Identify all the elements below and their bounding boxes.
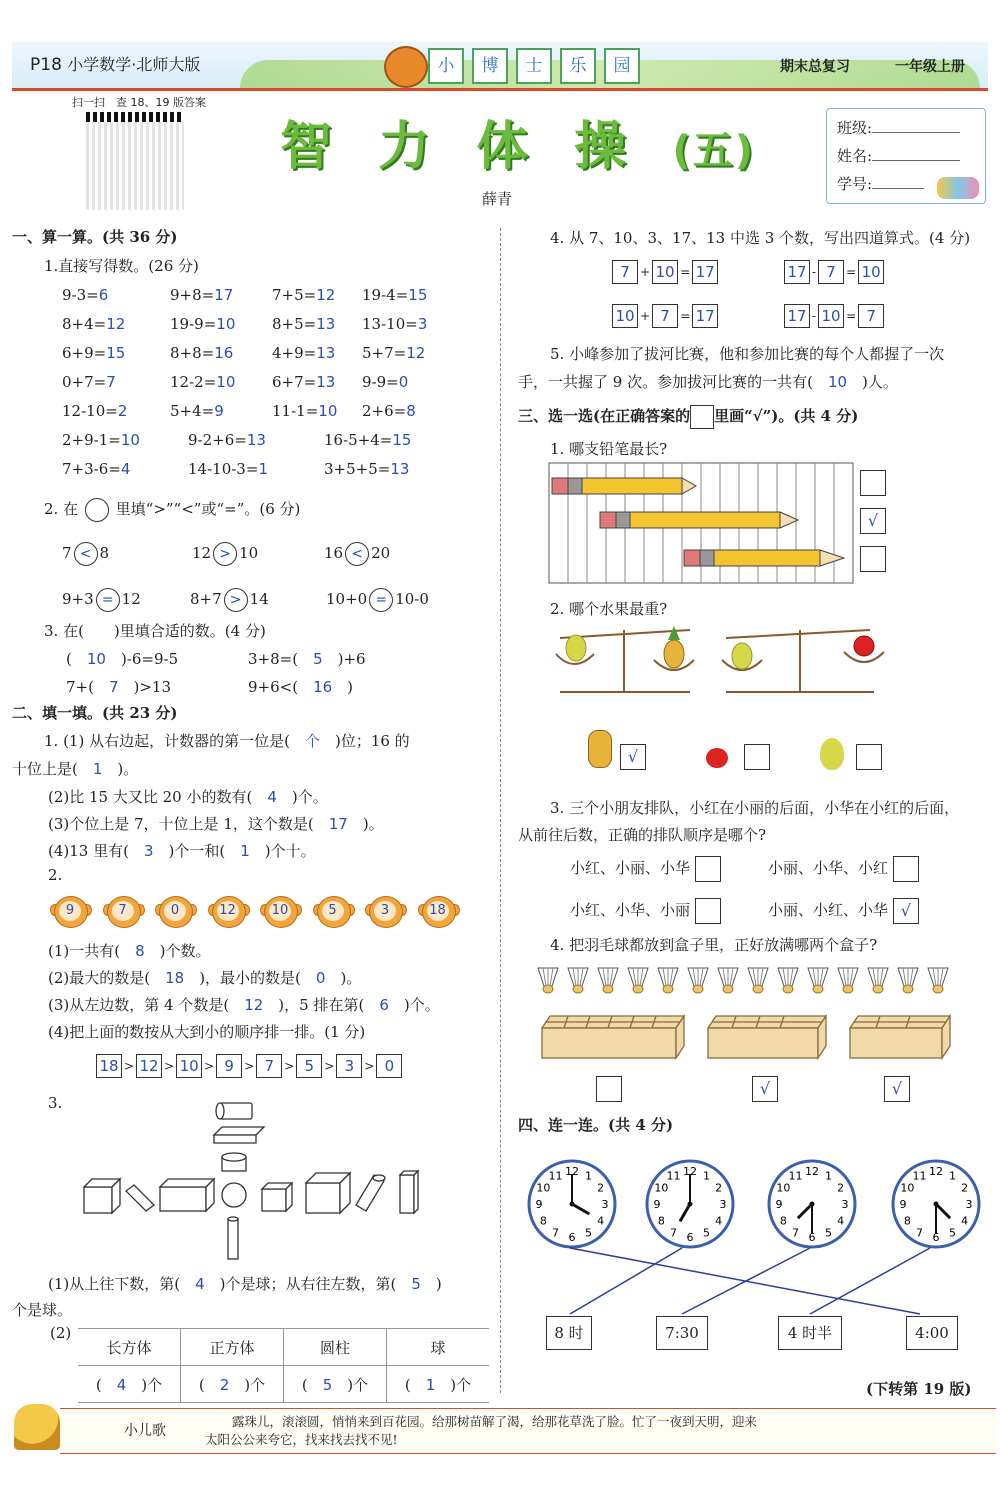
- s2-q2-2: (2)最大的数是( 18 )，最小的数是( 0 )。: [48, 969, 362, 987]
- storage-boxes: [538, 1010, 958, 1060]
- greater-than-sign: >: [204, 1059, 215, 1073]
- table-head-cuboid: 长方体: [78, 1329, 181, 1366]
- svg-text:7: 7: [552, 1226, 559, 1240]
- s2-q1-4: (4)13 里有( 3 )个一和( 1 )个十。: [48, 842, 316, 860]
- page-title: 智 力 体 操 (五): [280, 117, 755, 177]
- sorted-box: 9: [216, 1054, 242, 1078]
- footer-line1: 露珠儿，滚滚圆，悄悄来到百花园。给那树苗解了渴，给那花草洗了脸。忙了一夜到天明，迎来: [232, 1414, 758, 1429]
- shuttlecock-icon: [656, 966, 680, 994]
- s1-q1-title: 1.直接写得数。(26 分): [44, 257, 199, 275]
- svg-text:2: 2: [837, 1181, 845, 1195]
- svg-text:9: 9: [899, 1198, 907, 1211]
- order-checkbox[interactable]: [695, 898, 721, 924]
- svg-text:1: 1: [825, 1169, 832, 1183]
- svg-text:2: 2: [715, 1181, 723, 1195]
- giraffe-icon: [14, 1404, 60, 1450]
- fruit-checkbox-apple[interactable]: [744, 744, 770, 770]
- table-head-sphere: 球: [387, 1329, 490, 1366]
- cylinder-vertical-icon: [228, 1217, 238, 1259]
- table-cell: ( 5 )个: [284, 1366, 387, 1403]
- q4-title: 4. 从 7、10、3、17、13 中选 3 个数，写出四道算式。(4 分): [550, 229, 971, 247]
- sorted-box: 7: [256, 1054, 282, 1078]
- section-4-title: 四、连一连。(共 4 分): [518, 1116, 674, 1134]
- matching-lines: [520, 1150, 980, 1320]
- section-2-title: 二、填一填。(共 23 分): [12, 704, 178, 722]
- calc-item: 13-10=3: [362, 315, 428, 333]
- sorted-box: 10: [176, 1054, 202, 1078]
- pineapple-option-icon: [588, 730, 612, 768]
- section-1-title: 一、算一算。(共 36 分): [12, 228, 178, 246]
- shuttlecock-icon: [926, 966, 950, 994]
- svg-text:12: 12: [929, 1165, 943, 1178]
- shuttlecock-icon: [806, 966, 830, 994]
- grade-label: 一年级上册: [895, 59, 965, 75]
- s3-q1: 1. 哪支铅笔最长?: [550, 440, 668, 458]
- s1-q3-c: 7+( 7 )>13: [66, 678, 172, 696]
- monkey-number: 7: [103, 894, 143, 928]
- q5-line1: 5. 小峰参加了拔河比赛，他和参加比赛的每个人都握了一次: [550, 345, 945, 363]
- sorted-box: 0: [376, 1054, 402, 1078]
- calc-item: 0+7=7: [62, 373, 116, 391]
- s1-q3-d: 9+6<( 16 ): [248, 678, 354, 696]
- monkey-number: 0: [155, 894, 195, 928]
- calc-item: 9-3=6: [62, 286, 109, 304]
- shuttlecock-icon: [836, 966, 860, 994]
- brand-char: 博: [472, 48, 508, 84]
- svg-text:8: 8: [903, 1214, 911, 1228]
- greater-than-sign: >: [284, 1059, 295, 1073]
- s2-q3-1-cont: 个是球。: [12, 1301, 73, 1319]
- box-3: [850, 1016, 950, 1058]
- svg-text:4: 4: [715, 1214, 723, 1228]
- calc-item: 2+6=8: [362, 402, 416, 420]
- svg-text:2: 2: [961, 1181, 969, 1195]
- svg-text:3: 3: [965, 1198, 973, 1211]
- s1-q3-b: 3+8=( 5 )+6: [248, 650, 366, 668]
- svg-text:8: 8: [779, 1214, 787, 1228]
- monkey-number: 18: [418, 894, 458, 928]
- compare-item: 7 < 8: [62, 542, 109, 566]
- cylinder-tilted-icon: [126, 1185, 154, 1211]
- order-checkbox[interactable]: √: [893, 898, 919, 924]
- s2-q2-3: (3)从左边数，第 4 个数是( 12 )，5 排在第( 6 )个。: [48, 996, 440, 1014]
- footer-line2: 太阳公公来夸它，找来找去找不见!: [205, 1432, 398, 1447]
- svg-text:1: 1: [703, 1169, 710, 1183]
- calc-item: 7+3-6=4: [62, 460, 131, 478]
- s3-q4: 4. 把羽毛球都放到盒子里，正好放满哪两个盒子?: [550, 936, 878, 954]
- shuttlecock-icon: [776, 966, 800, 994]
- pencil-checkbox-3[interactable]: [860, 546, 886, 572]
- sorted-box: 3: [336, 1054, 362, 1078]
- greater-than-sign: >: [164, 1059, 175, 1073]
- greater-than-sign: >: [244, 1059, 255, 1073]
- svg-text:12: 12: [565, 1165, 579, 1178]
- compare-circle[interactable]: >: [213, 542, 237, 566]
- shuttlecock-icon: [716, 966, 740, 994]
- scan-text: 扫一扫 查 18、19 版答案: [72, 96, 206, 109]
- svg-text:1: 1: [949, 1169, 956, 1183]
- s3-q2: 2. 哪个水果最重?: [550, 600, 668, 618]
- calc-item: 3+5+5=13: [324, 460, 410, 478]
- cylinder-lying-icon: [216, 1103, 252, 1119]
- calc-item: 9-2+6=13: [188, 431, 266, 449]
- box-checkbox-1[interactable]: [596, 1076, 622, 1102]
- svg-text:8: 8: [657, 1214, 665, 1228]
- svg-text:5: 5: [703, 1226, 710, 1240]
- greater-than-sign: >: [324, 1059, 335, 1073]
- compare-circle[interactable]: =: [96, 588, 120, 612]
- compare-circle[interactable]: >: [224, 588, 248, 612]
- student-info-box: [826, 108, 986, 204]
- equation-4: 17 - 10 = 7: [784, 304, 884, 328]
- time-label-400[interactable]: 4:00: [906, 1316, 958, 1350]
- pear-option-icon: [820, 738, 844, 770]
- shuttlecock-icon: [626, 966, 650, 994]
- s3-q3-line2: 从前往后数，正确的排队顺序是哪个?: [518, 826, 767, 844]
- calc-item: 14-10-3=1: [188, 460, 268, 478]
- cylinder-tilt2-icon: [356, 1175, 385, 1211]
- calc-item: 6+9=15: [62, 344, 126, 362]
- calc-item: 8+8=16: [170, 344, 234, 362]
- calc-item: 9+8=17: [170, 286, 234, 304]
- mascot-icon: [384, 46, 428, 88]
- cuboid-long-icon: [160, 1179, 214, 1211]
- shape-count-table: [78, 1328, 489, 1403]
- table-head-cylinder: 圆柱: [284, 1329, 387, 1366]
- column-divider: [500, 228, 501, 1393]
- svg-text:2: 2: [597, 1181, 605, 1195]
- compare-item: 8+7 > 14: [190, 588, 269, 612]
- calc-item: 7+5=12: [272, 286, 336, 304]
- svg-text:5: 5: [585, 1226, 592, 1240]
- box-2: [708, 1016, 826, 1058]
- svg-text:11: 11: [548, 1169, 563, 1183]
- brand-char: 小: [428, 48, 464, 84]
- pear-icon: [566, 635, 586, 661]
- order-option-3: 小红、小华、小丽: [570, 898, 721, 924]
- svg-text:10: 10: [776, 1181, 791, 1195]
- monkey-number: 3: [365, 894, 405, 928]
- pencil-1: [552, 478, 696, 494]
- pencil-checkbox-1[interactable]: [860, 470, 886, 496]
- compare-item: 12 > 10: [192, 542, 258, 566]
- svg-text:6: 6: [686, 1231, 694, 1244]
- s2-q1-line1: 1. (1) 从右边起，计数器的第一位是( 个 )位；16 的: [44, 732, 410, 750]
- svg-text:8: 8: [539, 1214, 547, 1228]
- calc-item: 2+9-1=10: [62, 431, 140, 449]
- equation-1: 7 + 10 = 17: [612, 260, 718, 284]
- order-checkbox[interactable]: [695, 856, 721, 882]
- s1-q2-title: 2. 在 里填“>”“<”或“=”。(6 分): [44, 498, 300, 522]
- shuttlecock-icon: [536, 966, 560, 994]
- s1-q3-a: ( 10 )-6=9-5: [66, 650, 179, 668]
- balance-scales: [550, 620, 890, 700]
- pear-icon-2: [732, 643, 752, 669]
- order-option-1: 小红、小丽、小华: [570, 856, 721, 882]
- box-checkbox-3[interactable]: √: [884, 1076, 910, 1102]
- svg-text:7: 7: [670, 1226, 677, 1240]
- brand-title: [428, 48, 640, 84]
- svg-text:4: 4: [597, 1214, 605, 1228]
- svg-text:3: 3: [601, 1198, 609, 1211]
- svg-text:1: 1: [585, 1169, 592, 1183]
- calc-item: 8+5=13: [272, 315, 336, 333]
- s2-q2-label: 2.: [48, 866, 63, 884]
- apple-icon: [854, 636, 874, 656]
- pencil-3: [684, 550, 844, 566]
- cube-small-icon: [84, 1179, 120, 1213]
- svg-text:11: 11: [788, 1169, 803, 1183]
- brand-char: 园: [604, 48, 640, 84]
- s1-q3-title: 3. 在( )里填合适的数。(4 分): [44, 622, 266, 640]
- compare-item: 10+0 = 10-0: [326, 588, 429, 612]
- name-field[interactable]: 姓名:: [837, 145, 960, 166]
- solid-shapes: [70, 1095, 430, 1265]
- shuttlecock-icon: [686, 966, 710, 994]
- s2-q1-line2: 十位上是( 1 )。: [12, 760, 139, 778]
- review-label: 期末总复习: [780, 59, 850, 75]
- svg-text:9: 9: [653, 1198, 661, 1211]
- svg-text:10: 10: [900, 1181, 915, 1195]
- cuboid-tall-icon: [400, 1171, 418, 1213]
- box-checkbox-2[interactable]: √: [752, 1076, 778, 1102]
- sorted-box: 18: [96, 1054, 122, 1078]
- time-label-8[interactable]: 8 时: [546, 1316, 592, 1350]
- monkey-number: 10: [260, 894, 300, 928]
- circle-symbol: [85, 498, 109, 522]
- s3-q3-line1: 3. 三个小朋友排队，小红在小丽的后面，小华在小红的后面，: [550, 799, 960, 817]
- s2-q3-2-label: (2): [50, 1324, 72, 1342]
- s2-q3-label: 3.: [48, 1094, 63, 1112]
- pencil-chart: [548, 462, 854, 584]
- sorted-box: 12: [136, 1054, 162, 1078]
- pencil-checkbox-2[interactable]: √: [860, 508, 886, 534]
- calc-item: 16-5+4=15: [324, 431, 412, 449]
- page-code: P18 小学数学·北师大版: [30, 55, 201, 75]
- svg-text:12: 12: [805, 1165, 819, 1178]
- compare-circle[interactable]: =: [369, 588, 393, 612]
- cylinder-short-icon: [222, 1153, 246, 1171]
- monkey-number: 9: [50, 894, 90, 928]
- calc-item: 5+4=9: [170, 402, 224, 420]
- calc-item: 19-9=10: [170, 315, 236, 333]
- shuttlecock-icon: [896, 966, 920, 994]
- svg-text:5: 5: [825, 1226, 832, 1240]
- fruit-checkbox-pear[interactable]: [856, 744, 882, 770]
- shuttlecock-icon: [566, 966, 590, 994]
- calc-item: 4+9=13: [272, 344, 336, 362]
- equation-2: 17 - 7 = 10: [784, 260, 884, 284]
- svg-text:3: 3: [841, 1198, 849, 1211]
- apple-option-icon: [706, 748, 728, 768]
- shuttlecock-icon: [746, 966, 770, 994]
- svg-text:3: 3: [719, 1198, 727, 1211]
- table-cell: ( 2 )个: [181, 1366, 284, 1403]
- pencil-2: [600, 512, 798, 528]
- calc-item: 12-10=2: [62, 402, 128, 420]
- svg-text:6: 6: [568, 1231, 576, 1244]
- cube-mid-icon: [262, 1183, 292, 1211]
- svg-text:7: 7: [916, 1226, 923, 1240]
- time-label-730[interactable]: 7:30: [656, 1316, 708, 1350]
- calc-item: 8+4=12: [62, 315, 126, 333]
- q5-line2: 手，一共握了 9 次。参加拔河比赛的一共有( 10 )人。: [518, 373, 898, 391]
- cube-large-icon: [306, 1173, 350, 1213]
- table-cell: ( 1 )个: [387, 1366, 490, 1403]
- calc-item: 6+7=13: [272, 373, 336, 391]
- compare-item: 16 < 20: [324, 542, 390, 566]
- cartoon-deco-icon: [937, 177, 979, 199]
- svg-text:4: 4: [837, 1214, 845, 1228]
- compare-circle[interactable]: <: [74, 542, 98, 566]
- svg-text:6: 6: [808, 1231, 816, 1244]
- svg-text:9: 9: [775, 1198, 783, 1211]
- qr-code: [86, 112, 184, 210]
- s2-q1-2: (2)比 15 大又比 20 小的数有( 4 )个。: [48, 788, 328, 806]
- class-field[interactable]: 班级:: [837, 117, 960, 138]
- author: 薛青: [482, 190, 513, 208]
- s2-q2-1: (1)一共有( 8 )个数。: [48, 942, 211, 960]
- square-symbol: [690, 405, 714, 429]
- monkey-number: 5: [313, 894, 353, 928]
- s2-q3-1: (1)从上往下数，第( 4 )个是球；从右往左数，第( 5 ): [48, 1275, 442, 1293]
- order-checkbox[interactable]: [893, 856, 919, 882]
- brand-char: 乐: [560, 48, 596, 84]
- calc-item: 11-1=10: [272, 402, 338, 420]
- calc-item: 9-9=0: [362, 373, 409, 391]
- table-head-cube: 正方体: [181, 1329, 284, 1366]
- order-option-4: 小丽、小红、小华 √: [768, 898, 919, 924]
- pineapple-icon: [664, 640, 684, 668]
- fruit-checkbox-pineapple[interactable]: √: [620, 744, 646, 770]
- svg-text:11: 11: [666, 1169, 681, 1183]
- shuttlecock-icon: [866, 966, 890, 994]
- svg-text:10: 10: [654, 1181, 669, 1195]
- sorted-box: 5: [296, 1054, 322, 1078]
- svg-text:4: 4: [961, 1214, 969, 1228]
- calc-item: 12-2=10: [170, 373, 236, 391]
- monkey-number: 12: [208, 894, 248, 928]
- compare-circle[interactable]: <: [345, 542, 369, 566]
- greater-than-sign: >: [124, 1059, 135, 1073]
- calc-item: 19-4=15: [362, 286, 428, 304]
- cuboid-flat-icon: [214, 1127, 264, 1143]
- svg-text:5: 5: [949, 1226, 956, 1240]
- next-page-note: (下转第 19 版): [866, 1380, 972, 1398]
- order-option-2: 小丽、小华、小红: [768, 856, 919, 882]
- time-label-430[interactable]: 4 时半: [778, 1316, 842, 1350]
- svg-text:9: 9: [535, 1198, 543, 1211]
- qr-code-top: [86, 112, 184, 122]
- box-1: [542, 1016, 684, 1058]
- svg-text:6: 6: [932, 1231, 940, 1244]
- s2-q2-4: (4)把上面的数按从大到小的顺序排一排。(1 分): [48, 1023, 366, 1041]
- s2-q1-3: (3)个位上是 7，十位上是 1，这个数是( 17 )。: [48, 815, 384, 833]
- svg-text:7: 7: [792, 1226, 799, 1240]
- sorted-numbers: [96, 1054, 402, 1078]
- footer-label: 小儿歌: [124, 1423, 166, 1439]
- sphere-icon: [222, 1183, 246, 1207]
- table-cell: ( 4 )个: [95, 1375, 163, 1394]
- student-number-field[interactable]: 学号:: [837, 173, 924, 194]
- greater-than-sign: >: [364, 1059, 375, 1073]
- compare-item: 9+3 = 12: [62, 588, 141, 612]
- equation-3: 10 + 7 = 17: [612, 304, 718, 328]
- shuttlecock-icon: [596, 966, 620, 994]
- svg-text:12: 12: [683, 1165, 697, 1178]
- brand-char: 士: [516, 48, 552, 84]
- section-3-title: 三、选一选(在正确答案的 里画“√”)。(共 4 分): [518, 405, 858, 429]
- svg-text:11: 11: [912, 1169, 927, 1183]
- svg-text:10: 10: [536, 1181, 551, 1195]
- calc-item: 5+7=12: [362, 344, 426, 362]
